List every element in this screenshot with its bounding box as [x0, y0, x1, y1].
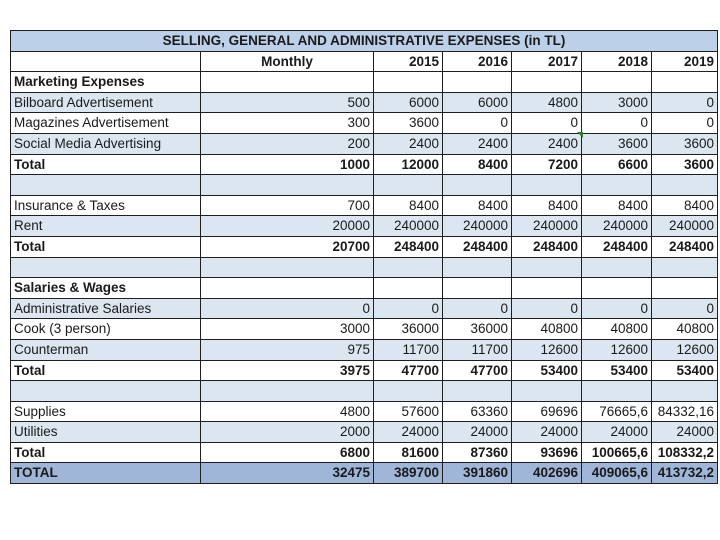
value-cell[interactable]: 3600 [652, 154, 718, 175]
value-cell[interactable]: 389700 [374, 463, 443, 484]
row-label[interactable]: Salaries & Wages [11, 278, 201, 299]
value-cell[interactable]: 240000 [443, 216, 512, 237]
value-cell[interactable]: 32475 [201, 463, 374, 484]
value-cell[interactable]: 0 [512, 298, 582, 319]
value-cell[interactable]: 3975 [201, 360, 374, 381]
value-cell[interactable]: 0 [582, 298, 652, 319]
value-cell[interactable]: 0 [652, 113, 718, 134]
row-label[interactable]: Bilboard Advertisement [11, 92, 201, 113]
value-cell[interactable]: 69696 [512, 401, 582, 422]
table-row [11, 278, 718, 299]
value-cell[interactable]: 47700 [374, 360, 443, 381]
value-cell[interactable] [582, 381, 652, 402]
value-cell[interactable]: 24000 [374, 422, 443, 443]
value-cell[interactable]: 40800 [582, 319, 652, 340]
table-row [11, 113, 718, 134]
table-row [11, 360, 718, 381]
value-cell[interactable]: 36000 [374, 319, 443, 340]
table-title[interactable]: SELLING, GENERAL AND ADMINISTRATIVE EXPENSES (in TL) [11, 31, 718, 52]
grand-total-row [11, 463, 718, 484]
row-label[interactable]: Social Media Advertising [11, 133, 201, 154]
value-cell[interactable]: 76665,6 [582, 401, 652, 422]
value-cell[interactable]: 11700 [443, 339, 512, 360]
value-cell[interactable]: 2400 [443, 133, 512, 154]
table-row [11, 216, 718, 237]
value-cell[interactable] [374, 175, 443, 196]
value-cell[interactable]: 53400 [582, 360, 652, 381]
value-cell[interactable]: 0 [443, 113, 512, 134]
value-cell[interactable]: 87360 [443, 442, 512, 463]
value-cell[interactable]: 20700 [201, 236, 374, 257]
table-row [11, 422, 718, 443]
value-cell[interactable]: 24000 [652, 422, 718, 443]
value-cell[interactable]: 100665,6 [582, 442, 652, 463]
table-row [11, 195, 718, 216]
comment-indicator-icon [577, 132, 583, 138]
value-cell[interactable]: 248400 [374, 236, 443, 257]
value-cell[interactable]: 53400 [512, 360, 582, 381]
value-cell[interactable]: 6800 [201, 442, 374, 463]
value-cell[interactable]: 975 [201, 339, 374, 360]
value-cell[interactable]: 402696 [512, 463, 582, 484]
value-cell[interactable]: 24000 [582, 422, 652, 443]
value-cell[interactable]: 391860 [443, 463, 512, 484]
value-cell[interactable] [443, 381, 512, 402]
value-cell[interactable]: 53400 [652, 360, 718, 381]
table-row [11, 442, 718, 463]
value-cell[interactable] [582, 175, 652, 196]
value-cell[interactable] [443, 175, 512, 196]
title-row [11, 31, 718, 52]
table-row [11, 319, 718, 340]
value-cell[interactable]: 12600 [652, 339, 718, 360]
value-cell[interactable]: 240000 [374, 216, 443, 237]
row-label[interactable]: Total [11, 236, 201, 257]
value-cell[interactable] [652, 175, 718, 196]
value-cell[interactable]: 7200 [512, 154, 582, 175]
table-row [11, 133, 718, 154]
value-cell[interactable] [443, 257, 512, 278]
value-cell[interactable]: 2400 [374, 133, 443, 154]
table-row [11, 236, 718, 257]
value-cell[interactable]: 47700 [443, 360, 512, 381]
value-cell[interactable]: 40800 [652, 319, 718, 340]
value-cell[interactable]: 84332,16 [652, 401, 718, 422]
value-cell[interactable]: 57600 [374, 401, 443, 422]
value-cell[interactable]: 248400 [443, 236, 512, 257]
value-cell[interactable] [652, 257, 718, 278]
value-cell[interactable]: 3000 [582, 92, 652, 113]
value-cell[interactable]: 2000 [201, 422, 374, 443]
value-cell[interactable]: 24000 [512, 422, 582, 443]
value-cell[interactable] [512, 278, 582, 299]
value-cell[interactable]: 248400 [582, 236, 652, 257]
table-row [11, 339, 718, 360]
value-cell[interactable]: 3600 [374, 113, 443, 134]
value-cell[interactable]: 36000 [443, 319, 512, 340]
header-cell[interactable] [11, 51, 201, 72]
value-cell[interactable]: 6000 [443, 92, 512, 113]
row-label[interactable]: Magazines Advertisement [11, 113, 201, 134]
table-row [11, 175, 718, 196]
header-2016[interactable]: 2016 [443, 51, 512, 72]
value-cell[interactable]: 200 [201, 133, 374, 154]
value-cell[interactable]: 240000 [652, 216, 718, 237]
value-cell[interactable]: 1000 [201, 154, 374, 175]
value-cell[interactable]: 8400 [443, 154, 512, 175]
value-cell[interactable] [582, 257, 652, 278]
row-label[interactable]: Total [11, 442, 201, 463]
value-cell[interactable]: 413732,2 [652, 463, 718, 484]
row-label[interactable]: Total [11, 360, 201, 381]
value-cell[interactable] [652, 278, 718, 299]
value-cell[interactable]: 300 [201, 113, 374, 134]
value-cell[interactable]: 12000 [374, 154, 443, 175]
value-cell[interactable]: 240000 [582, 216, 652, 237]
value-cell[interactable]: 8400 [512, 195, 582, 216]
table-row [11, 401, 718, 422]
row-label[interactable]: Supplies [11, 401, 201, 422]
value-cell[interactable]: 8400 [374, 195, 443, 216]
row-label[interactable]: Marketing Expenses [11, 72, 201, 93]
table-row [11, 154, 718, 175]
row-label[interactable] [11, 381, 201, 402]
value-cell[interactable]: 8400 [652, 195, 718, 216]
value-cell[interactable]: 40800 [512, 319, 582, 340]
value-cell[interactable]: 240000 [512, 216, 582, 237]
header-2015[interactable]: 2015 [374, 51, 443, 72]
value-cell[interactable]: 63360 [443, 401, 512, 422]
value-cell[interactable] [201, 278, 374, 299]
value-cell[interactable]: 500 [201, 92, 374, 113]
value-cell[interactable] [374, 72, 443, 93]
row-label[interactable]: Administrative Salaries [11, 298, 201, 319]
table-row [11, 381, 718, 402]
value-cell[interactable]: 0 [652, 92, 718, 113]
value-cell[interactable] [512, 72, 582, 93]
row-label[interactable]: Counterman [11, 339, 201, 360]
row-label[interactable]: TOTAL [11, 463, 201, 484]
value-cell[interactable]: 4800 [512, 92, 582, 113]
expenses-table [10, 30, 718, 484]
value-cell[interactable] [201, 72, 374, 93]
value-cell[interactable] [512, 257, 582, 278]
value-cell[interactable]: 81600 [374, 442, 443, 463]
row-label[interactable]: Insurance & Taxes [11, 195, 201, 216]
value-cell[interactable] [582, 72, 652, 93]
header-2019[interactable]: 2019 [652, 51, 718, 72]
value-cell[interactable]: 0 [582, 113, 652, 134]
value-cell[interactable] [201, 381, 374, 402]
table-row [11, 257, 718, 278]
value-cell[interactable]: 12600 [512, 339, 582, 360]
value-cell[interactable]: 248400 [652, 236, 718, 257]
header-monthly[interactable]: Monthly [201, 51, 374, 72]
header-2018[interactable]: 2018 [582, 51, 652, 72]
row-label[interactable]: Rent [11, 216, 201, 237]
value-cell[interactable]: 8400 [582, 195, 652, 216]
value-cell[interactable]: 4800 [201, 401, 374, 422]
value-cell[interactable]: 3600 [652, 133, 718, 154]
row-label[interactable]: Total [11, 154, 201, 175]
value-cell[interactable] [652, 381, 718, 402]
table-row [11, 72, 718, 93]
value-cell[interactable]: 0 [652, 298, 718, 319]
value-cell[interactable]: 93696 [512, 442, 582, 463]
row-label[interactable]: Utilities [11, 422, 201, 443]
value-cell[interactable] [652, 72, 718, 93]
value-cell[interactable]: 248400 [512, 236, 582, 257]
header-2017[interactable]: 2017 [512, 51, 582, 72]
table-row [11, 92, 718, 113]
value-cell[interactable] [512, 175, 582, 196]
value-cell[interactable]: 0 [201, 298, 374, 319]
value-cell[interactable]: 700 [201, 195, 374, 216]
value-cell[interactable] [374, 381, 443, 402]
value-cell[interactable]: 8400 [443, 195, 512, 216]
value-cell[interactable]: 108332,2 [652, 442, 718, 463]
value-cell[interactable] [443, 72, 512, 93]
header-row [11, 51, 718, 72]
value-cell[interactable]: 3600 [582, 133, 652, 154]
value-cell[interactable]: 11700 [374, 339, 443, 360]
value-cell[interactable]: 3000 [201, 319, 374, 340]
table-row [11, 298, 718, 319]
value-cell[interactable]: 2400 [512, 133, 582, 154]
value-cell[interactable]: 0 [443, 298, 512, 319]
value-cell[interactable] [374, 257, 443, 278]
value-cell[interactable] [201, 175, 374, 196]
row-label[interactable]: Cook (3 person) [11, 319, 201, 340]
row-label[interactable] [11, 257, 201, 278]
value-cell[interactable] [582, 278, 652, 299]
value-cell[interactable]: 12600 [582, 339, 652, 360]
value-cell[interactable] [374, 278, 443, 299]
value-cell[interactable]: 6600 [582, 154, 652, 175]
value-cell[interactable] [443, 278, 512, 299]
value-cell[interactable]: 24000 [443, 422, 512, 443]
value-cell[interactable]: 20000 [201, 216, 374, 237]
value-cell[interactable]: 409065,6 [582, 463, 652, 484]
value-cell[interactable]: 6000 [374, 92, 443, 113]
value-cell[interactable]: 0 [512, 113, 582, 134]
value-cell[interactable]: 0 [374, 298, 443, 319]
row-label[interactable] [11, 175, 201, 196]
value-cell[interactable] [512, 381, 582, 402]
value-cell[interactable] [201, 257, 374, 278]
